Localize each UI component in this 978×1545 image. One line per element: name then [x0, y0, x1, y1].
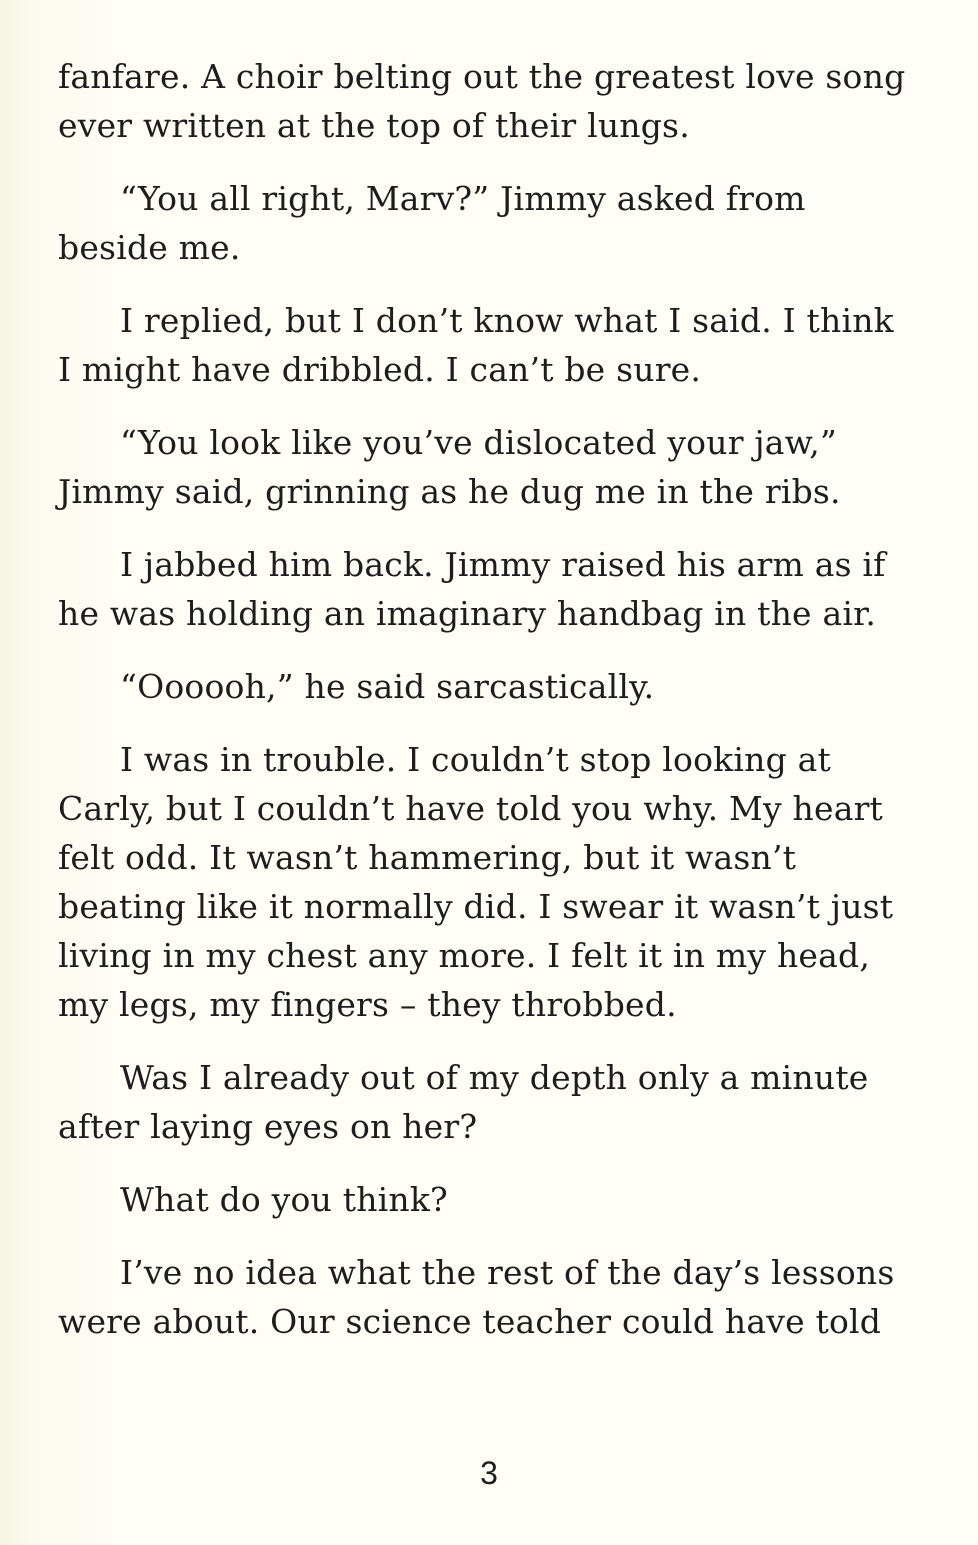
text-line: I’ve no idea what the rest of the day’s lessons	[120, 1253, 895, 1292]
text-line: “You look like you’ve dislocated your jaw,”	[120, 423, 837, 462]
text-line: beating like it normally did. I swear it wasn’t just	[58, 887, 894, 926]
text-line: my legs, my fingers – they throbbed.	[58, 985, 677, 1024]
text-line: after laying eyes on her?	[58, 1107, 478, 1146]
text-line: he was holding an imaginary handbag in the air.	[58, 594, 877, 633]
paragraph	[58, 1248, 928, 1346]
text-line: beside me.	[58, 228, 241, 267]
text-line: “Oooooh,” he said sarcastically.	[120, 667, 655, 706]
paragraph	[58, 735, 928, 1029]
paragraph	[58, 52, 928, 150]
paragraph	[58, 1175, 928, 1224]
text-line: “You all right, Marv?” Jimmy asked from	[120, 179, 806, 218]
text-line: I was in trouble. I couldn’t stop looking at	[120, 740, 831, 779]
body-text	[58, 52, 928, 1370]
paragraph	[58, 418, 928, 516]
paragraph	[58, 296, 928, 394]
paragraph	[58, 1053, 928, 1151]
text-line: I might have dribbled. I can’t be sure.	[58, 350, 702, 389]
text-line: were about. Our science teacher could have told	[58, 1302, 882, 1341]
text-line: Carly, but I couldn’t have told you why. My heart	[58, 789, 884, 828]
text-line: living in my chest any more. I felt it in my head,	[58, 936, 871, 975]
text-line: I replied, but I don’t know what I said. I think	[120, 301, 894, 340]
page-number: 3	[480, 1455, 498, 1491]
paragraph	[58, 662, 928, 711]
text-line: ever written at the top of their lungs.	[58, 106, 690, 145]
paragraph	[58, 540, 928, 638]
text-line: Was I already out of my depth only a minute	[120, 1058, 869, 1097]
paragraph	[58, 174, 928, 272]
text-line: I jabbed him back. Jimmy raised his arm as if	[120, 545, 886, 584]
text-line: felt odd. It wasn’t hammering, but it wasn’t	[58, 838, 797, 877]
text-line: What do you think?	[120, 1180, 448, 1219]
text-line: fanfare. A choir belting out the greatest love song	[58, 57, 906, 96]
text-line: Jimmy said, grinning as he dug me in the ribs.	[58, 472, 841, 511]
